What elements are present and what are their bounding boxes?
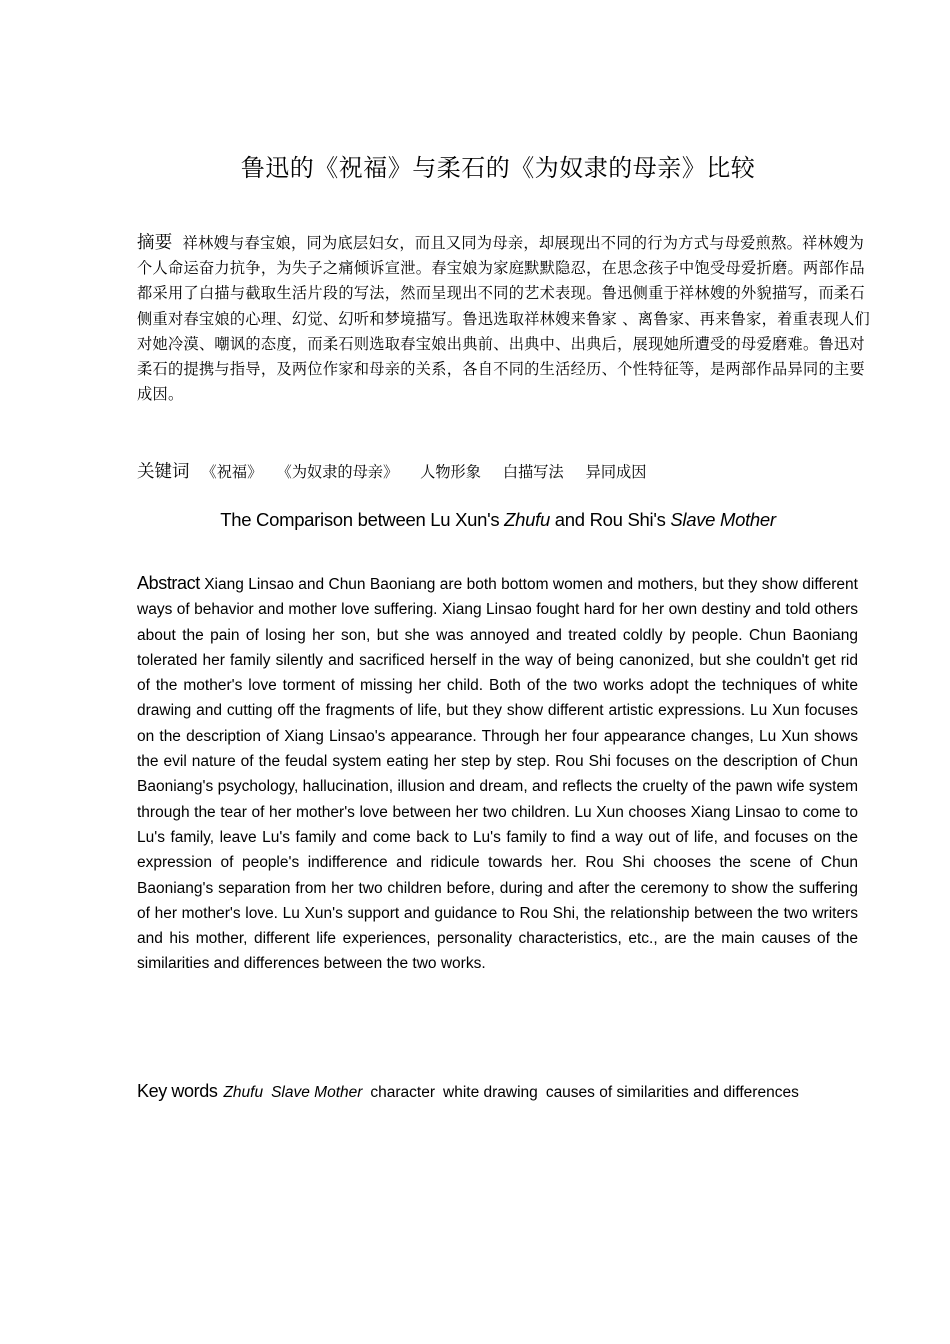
english-title-work-slave-mother: Slave Mother xyxy=(670,509,776,530)
english-abstract xyxy=(137,571,858,977)
english-title-part: The Comparison between Lu Xun's xyxy=(220,509,505,530)
chinese-keywords-label: 关键词 xyxy=(137,462,190,482)
english-keyword: Slave Mother xyxy=(271,1084,363,1101)
english-keyword: causes of similarities and differences xyxy=(545,1084,799,1101)
chinese-keyword: 《祝福》 xyxy=(201,463,263,481)
english-keywords-label: Key words xyxy=(137,1081,218,1101)
chinese-abstract-text: 祥林嫂与春宝娘，同为底层妇女，而且又同为母亲，却展现出不同的行为方式与母爱煎熬。祥林嫂为个人命运奋力抗争，为失子之痛倾诉宣泄。春宝娘为家庭默默隐忍，在思念孩子中饱受母爱折磨。两部作品都采用了白描与截取生活片段的写法，然而呈现出不同的艺术表现。鲁迅侧重于祥林嫂的外貌描写，而柔石侧重对春宝娘的心理、幻觉、幻听和梦境描写。鲁迅选取祥林嫂来鲁家 、离鲁家、再来鲁家，着重表现人们对她冷漠、嘲讽的态度，而柔石则选取春宝娘出典前、出典中、出典后，展现她所遭受的母爱磨难。鲁迅对柔石的提携与指导，及两位作家和母亲的关系，各自不同的生活经历、个性特征等，是两部作品异同的主要成因。 xyxy=(137,234,871,404)
english-keyword: character xyxy=(370,1084,436,1101)
chinese-abstract xyxy=(137,231,872,407)
english-keywords xyxy=(137,1078,867,1106)
english-title xyxy=(0,509,950,531)
english-abstract-text: Xiang Linsao and Chun Baoniang are both bottom women and mothers, but they show different ways of behavior and mother love suffering. Xiang Linsao fought hard for her own destiny and told others about the pain of losing her son, but she was annoyed and treated coldly by people. Chun Baoniang tolerated her family silently and sacrificed herself in the way of being canonized, but she couldn't get rid of the mother's love torment of missing her child. Both of the two works adopt the techniques of white drawing and cutting off the fragments of life, but they show different artistic expressions. Lu Xun focuses on the description of Xiang Linsao's appearance. Through her four appearance changes, Lu Xun shows the evil nature of the feudal system eating her step by step. Rou Shi focuses on the description of Chun Baoniang's psychology, hallucination, illusion and dream, and reflects the cruelty of the pawn wife system through the tear of her mother's love between her two children. Lu Xun chooses Xiang Linsao to come to Lu's family, leave Lu's family and come back to Lu's family to find a way out of life, and focuses on the expression of people's indifference and ridicule towards her. Rou Shi chooses the scene of Chun Baoniang's separation from her two children before, during and after the ceremony to show the suffering of her mother's love. Lu Xun's support and guidance to Rou Shi, the relationship between the two writers and his mother, different life experiences, personality characteristics, etc., are the main causes of the similarities and differences between the two works. xyxy=(137,576,858,973)
english-abstract-label: Abstract xyxy=(137,573,200,593)
chinese-title: 鲁迅的《祝福》与柔石的《为奴隶的母亲》比较 xyxy=(240,154,756,182)
english-title-part: and Rou Shi's xyxy=(549,509,671,530)
chinese-keyword: 白描写法 xyxy=(502,463,564,481)
chinese-keyword: 《为奴隶的母亲》 xyxy=(284,463,399,481)
chinese-keywords xyxy=(137,459,872,485)
chinese-keyword: 人物形象 xyxy=(420,463,481,481)
chinese-keyword: 异同成因 xyxy=(585,463,647,481)
english-title-work-zhufu: Zhufu xyxy=(504,509,550,530)
english-keyword: white drawing xyxy=(443,1084,538,1101)
english-keyword: Zhufu xyxy=(223,1084,264,1101)
chinese-abstract-label: 摘要 xyxy=(137,233,173,253)
